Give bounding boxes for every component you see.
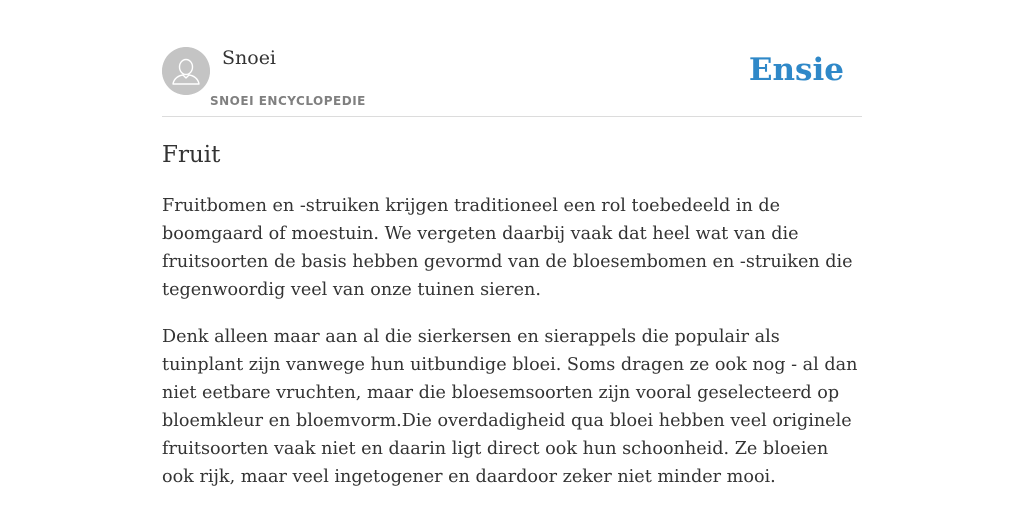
- article-paragraph: Denk alleen maar aan al die sierkersen en sierappels die populair als tuinplant zijn vanwege hun uitbundige bloei. Soms dragen ze ook nog - al dan niet eetbare vruchten, maar die bloesemsoorten zijn vooral geselecteerd op bloemkleur en bloemvorm.Die overdadigheid qua bloei hebben veel originele fruitsoorten vaak niet en daarin ligt direct ook hun schoonheid. Ze bloeien ook rijk, maar veel ingetogener en daardoor zeker niet minder mooi.: [162, 327, 858, 487]
- author-name[interactable]: Snoei: [222, 47, 277, 69]
- author-subtitle[interactable]: SNOEI ENCYCLOPEDIE: [210, 94, 366, 108]
- brand-logo[interactable]: Ensie: [748, 52, 844, 88]
- article-header: [162, 0, 862, 117]
- article-paragraph: Fruitbomen en -struiken krijgen traditioneel een rol toebedeeld in de boomgaard of moestuin. We vergeten daarbij vaak dat heel wat van die fruitsoorten de basis hebben gevormd van de bloesembomen en -struiken die tegenwoordig veel van onze tuinen sieren.: [162, 196, 853, 300]
- article-card: [162, 0, 862, 512]
- user-silhouette-icon[interactable]: [162, 47, 210, 95]
- article-title: Fruit: [162, 142, 221, 168]
